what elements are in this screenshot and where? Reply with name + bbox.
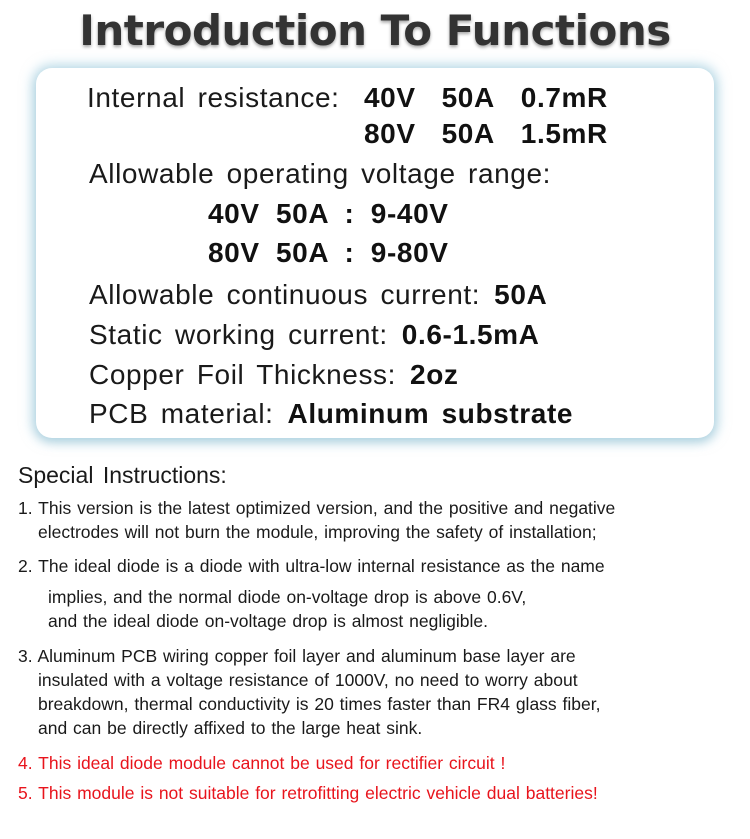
- ir-row-1-current: 50A: [441, 82, 495, 113]
- instruction-2-line-1: 2. The ideal diode is a diode with ultra-low internal resistance as the name: [18, 556, 605, 576]
- ir-row-1-resistance: 0.7mR: [520, 82, 608, 113]
- warning-rectifier: 4. This ideal diode module cannot be used for rectifier circuit !: [18, 753, 506, 773]
- instruction-3-line-3: breakdown, thermal conductivity is 20 times faster than FR4 glass fiber,: [38, 694, 601, 714]
- voltage-range-row-1: 40V 50A : 9-40V: [208, 198, 449, 229]
- pcb-material-label: PCB material:: [89, 398, 274, 429]
- instruction-1-line-2: electrodes will not burn the module, improving the safety of installation;: [38, 522, 597, 542]
- special-instructions-heading: Special Instructions:: [18, 462, 227, 488]
- continuous-current-value: 50A: [494, 279, 548, 310]
- pcb-material-row: [89, 398, 573, 430]
- static-current-value: 0.6-1.5mA: [401, 319, 540, 350]
- instruction-2-line-2: implies, and the normal diode on-voltage drop is above 0.6V,: [48, 587, 527, 607]
- copper-thickness-row: [89, 359, 459, 391]
- copper-thickness-value: 2oz: [410, 359, 459, 390]
- warning-dual-batteries: 5. This module is not suitable for retrofitting electric vehicle dual batteries!: [18, 783, 598, 803]
- static-current-label: Static working current:: [89, 319, 388, 350]
- ir-row-2: [364, 118, 608, 150]
- instruction-1-line-1: 1. This version is the latest optimized version, and the positive and negative: [18, 498, 616, 518]
- ir-row-1-voltage: 40V: [364, 82, 416, 113]
- continuous-current-label: Allowable continuous current:: [89, 279, 481, 310]
- instruction-3-line-1: 3. Aluminum PCB wiring copper foil layer and aluminum base layer are: [18, 646, 576, 666]
- instruction-2-line-3: and the ideal diode on-voltage drop is almost negligible.: [48, 611, 488, 631]
- voltage-range-label: Allowable operating voltage range:: [89, 158, 552, 189]
- voltage-range-row-2: 80V 50A : 9-80V: [208, 237, 449, 268]
- static-current-row: [89, 319, 540, 351]
- pcb-material-value: Aluminum substrate: [287, 398, 574, 429]
- ir-row-2-voltage: 80V: [364, 118, 416, 149]
- internal-resistance-row: [87, 82, 340, 114]
- page-title: Introduction To Functions: [79, 6, 671, 55]
- instruction-3-line-4: and can be directly affixed to the large heat sink.: [38, 718, 423, 738]
- copper-thickness-label: Copper Foil Thickness:: [89, 359, 397, 390]
- continuous-current-row: [89, 279, 547, 311]
- ir-row-2-current: 50A: [441, 118, 495, 149]
- ir-row-1: [364, 82, 608, 114]
- internal-resistance-label: Internal resistance:: [87, 82, 340, 113]
- ir-row-2-resistance: 1.5mR: [520, 118, 608, 149]
- instruction-3-line-2: insulated with a voltage resistance of 1000V, no need to worry about: [38, 670, 578, 690]
